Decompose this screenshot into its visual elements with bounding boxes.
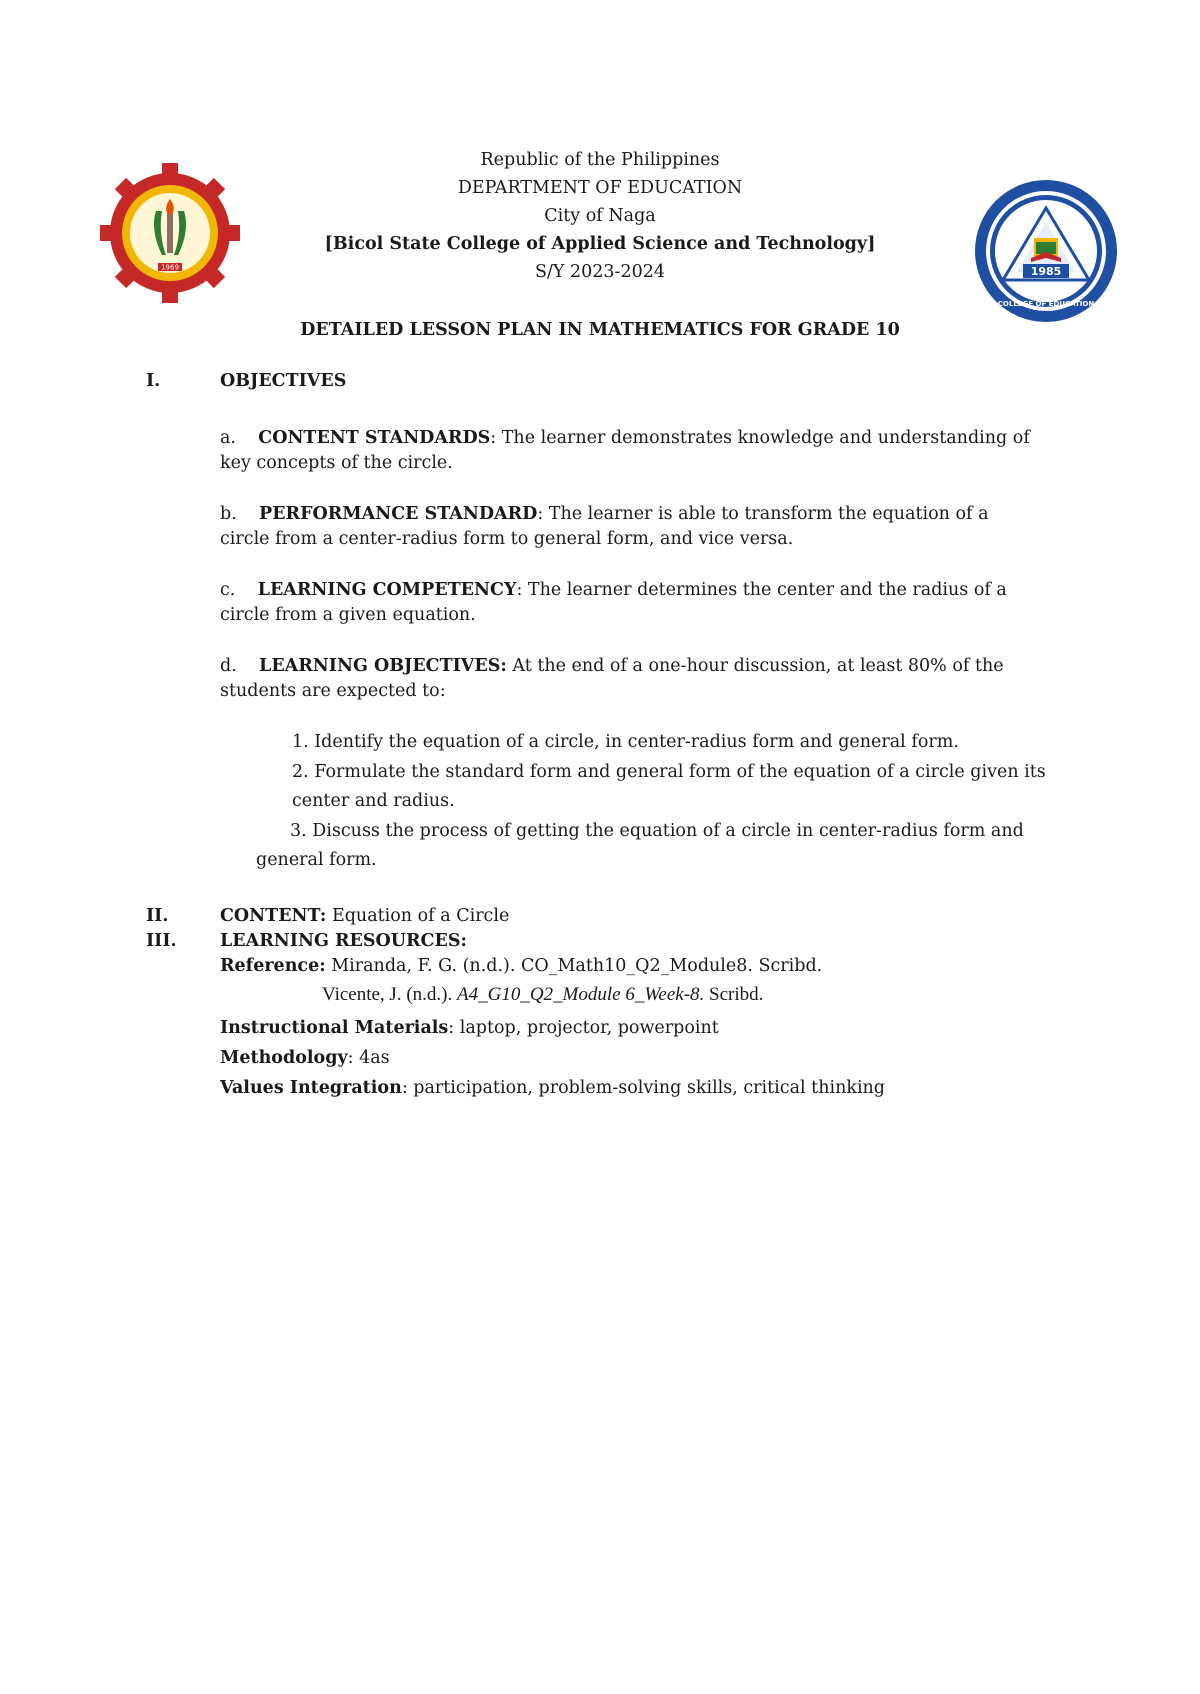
header-city: City of Naga [544,206,656,226]
learning-objectives-item [220,654,1004,678]
content-standards-text-2: key concepts of the circle. [220,453,453,473]
objective-2-continued: center and radius. [292,791,455,811]
content-text: Equation of a Circle [326,906,510,926]
left-logo-year: 1969 [161,263,179,272]
objective-3-continued: general form. [256,850,377,870]
content-standards-label: CONTENT STANDARDS [258,428,491,448]
performance-standard-text: : The learner is able to transform the equation of a [537,504,989,524]
materials-label: Instructional Materials [220,1018,449,1038]
section-1-number: I. [146,371,161,391]
materials-text: : laptop, projector, powerpoint [448,1018,719,1038]
learning-objectives-text-2: students are expected to: [220,681,446,701]
methodology-label: Methodology [220,1048,348,1068]
section-3-number: III. [146,931,177,951]
performance-standard-label: PERFORMANCE STANDARD [259,504,538,524]
objective-1: 1. Identify the equation of a circle, in center-radius form and general form. [292,732,959,752]
section-1-heading: OBJECTIVES [220,371,347,391]
reference-2-tail: Scribd. [704,984,764,1005]
performance-standard-item [220,502,989,526]
document-title: DETAILED LESSON PLAN IN MATHEMATICS FOR GRADE 10 [300,320,900,340]
objective-2: 2. Formulate the standard form and general form of the equation of a circle given its [292,762,1046,782]
section-2-content [220,904,509,928]
objective-3: 3. Discuss the process of getting the equation of a circle in center-radius form and [290,821,1024,841]
values-integration [220,1076,885,1100]
right-logo-text: COLLEGE OF EDUCATION [997,300,1095,308]
content-label: CONTENT: [220,906,327,926]
performance-standard-text-2: circle from a center-radius form to general form, and vice versa. [220,529,794,549]
section-2-number: II. [146,906,169,926]
header-school-year: S/Y 2023-2024 [535,262,665,282]
reference-label: Reference: [220,956,326,976]
item-letter: a. [220,428,236,448]
content-standards-item [220,426,1030,450]
learning-competency-text-2: circle from a given equation. [220,605,476,625]
item-letter: d. [220,656,237,676]
reference-text: Miranda, F. G. (n.d.). CO_Math10_Q2_Module8. Scribd. [325,956,823,976]
reference-2-author: Vicente, J. (n.d.). [322,984,457,1005]
learning-competency-text: : The learner determines the center and the radius of a [516,580,1007,600]
reference-2 [322,983,763,1007]
instructional-materials [220,1016,719,1040]
methodology-text: : 4as [347,1048,390,1068]
section-3-heading: LEARNING RESOURCES: [220,931,467,951]
methodology [220,1046,390,1070]
reference-2-title: A4_G10_Q2_Module 6_Week-8. [457,984,705,1005]
learning-competency-label: LEARNING COMPETENCY [257,580,517,600]
learning-competency-item [220,578,1007,602]
item-letter: b. [220,504,237,524]
values-text: : participation, problem-solving skills, critical thinking [401,1078,886,1098]
header-department: DEPARTMENT OF EDUCATION [457,178,743,198]
item-letter: c. [220,580,236,600]
header-college: [Bicol State College of Applied Science and Technology] [324,234,876,254]
learning-objectives-label: LEARNING OBJECTIVES: [259,656,507,676]
right-logo-year: 1985 [1030,265,1062,278]
header-republic: Republic of the Philippines [480,150,720,170]
learning-objectives-text: At the end of a one-hour discussion, at least 80% of the [506,656,1004,676]
reference-1 [220,954,822,978]
content-standards-text: : The learner demonstrates knowledge and understanding of [490,428,1030,448]
values-label: Values Integration [220,1078,402,1098]
